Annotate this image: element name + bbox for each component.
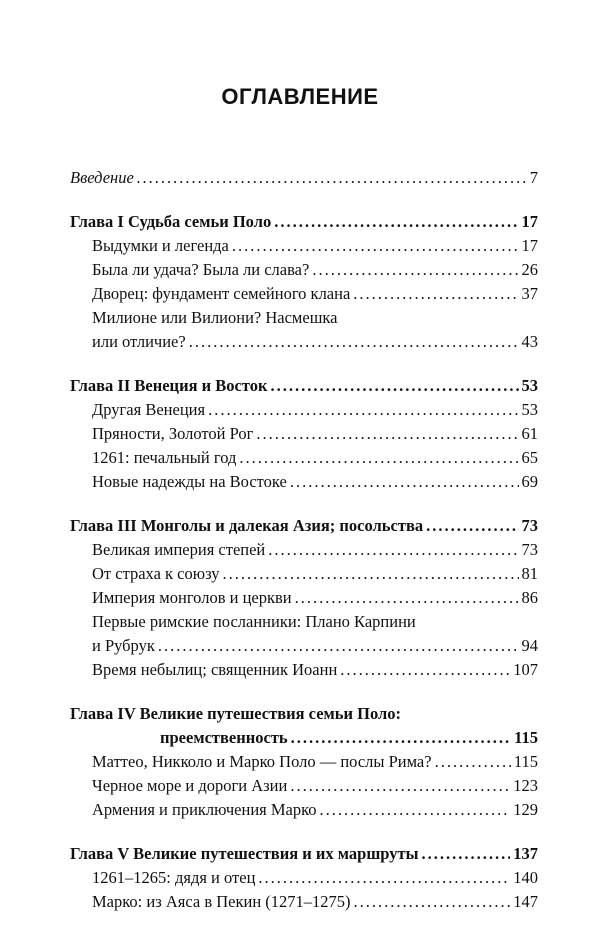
entry-title: Маттео, Никколо и Марко Поло — послы Рима? xyxy=(92,752,432,771)
leader-dots xyxy=(268,538,518,562)
leader-dots xyxy=(189,330,519,354)
entry-title-continued: или отличие? xyxy=(92,332,186,351)
toc-entry xyxy=(92,562,538,586)
chapter-page-number: 137 xyxy=(513,844,538,863)
leader-dots xyxy=(137,166,527,190)
leader-dots xyxy=(256,422,518,446)
leader-dots xyxy=(312,258,518,282)
toc-entry xyxy=(92,234,538,258)
toc-entry xyxy=(92,750,538,774)
toc-chapter-3 xyxy=(70,514,538,538)
entry-page-number: 123 xyxy=(513,776,538,795)
toc-entry xyxy=(92,586,538,610)
leader-dots xyxy=(295,586,519,610)
leader-dots xyxy=(208,398,518,422)
entry-title: От страха к союзу xyxy=(92,564,220,583)
toc-entry xyxy=(92,774,538,798)
chapter-title: Глава III Монголы и далекая Азия; посольства xyxy=(70,516,424,535)
toc-chapter-4-line1 xyxy=(70,702,538,726)
entry-page-number: 129 xyxy=(513,800,538,819)
leader-dots xyxy=(223,562,519,586)
entry-title: Черное море и дороги Азии xyxy=(92,776,288,795)
entry-page-number: 147 xyxy=(513,892,538,911)
entry-title: Была ли удача? Была ли слава? xyxy=(92,260,310,279)
entry-title: Новые надежды на Востоке xyxy=(92,472,287,491)
entry-title: 1261–1265: дядя и отец xyxy=(92,868,256,887)
entry-title: Милионе или Вилиони? Насмешка xyxy=(92,308,338,327)
entry-page-number: 73 xyxy=(521,540,538,559)
toc-entry-introduction xyxy=(70,166,538,190)
toc-entry xyxy=(92,258,538,282)
toc-entry-line2 xyxy=(92,634,538,658)
entry-title: Великая империя степей xyxy=(92,540,266,559)
entry-title: Выдумки и легенда xyxy=(92,236,229,255)
leader-dots xyxy=(274,210,518,234)
toc-entry xyxy=(92,422,538,446)
entry-page-number: 37 xyxy=(521,284,538,303)
chapter-page-number: 17 xyxy=(521,212,538,231)
leader-dots xyxy=(435,750,511,774)
entry-page-number: 94 xyxy=(521,636,538,655)
table-of-contents xyxy=(70,166,538,914)
toc-chapter-2 xyxy=(70,374,538,398)
chapter-page-number: 53 xyxy=(521,376,538,395)
entry-page-number: 43 xyxy=(521,332,538,351)
toc-entry xyxy=(92,282,538,306)
leader-dots xyxy=(270,374,518,398)
entry-title: Марко: из Аяса в Пекин (1271–1275) xyxy=(92,892,351,911)
entry-title: Первые римские посланники: Плано Карпини xyxy=(92,612,416,631)
entry-page-number: 61 xyxy=(521,424,538,443)
toc-entry-line1 xyxy=(92,610,538,634)
leader-dots xyxy=(290,774,510,798)
toc-entry xyxy=(92,658,538,682)
leader-dots xyxy=(421,842,510,866)
entry-title: Пряности, Золотой Рог xyxy=(92,424,254,443)
leader-dots xyxy=(232,234,519,258)
leader-dots xyxy=(290,470,519,494)
entry-page-number: 26 xyxy=(521,260,538,279)
leader-dots xyxy=(340,658,510,682)
leader-dots xyxy=(291,726,512,750)
entry-title: Дворец: фундамент семейного клана xyxy=(92,284,351,303)
toc-chapter-4-line2 xyxy=(160,726,538,750)
entry-title-continued: и Рубрук xyxy=(92,636,155,655)
toc-entry xyxy=(92,398,538,422)
entry-page-number: 53 xyxy=(521,400,538,419)
chapter-title: Глава IV Великие путешествия семьи Поло: xyxy=(70,704,401,723)
page-title: ОГЛАВЛЕНИЕ xyxy=(221,84,379,109)
leader-dots xyxy=(258,866,510,890)
leader-dots xyxy=(426,514,518,538)
chapter-title: Глава II Венеция и Восток xyxy=(70,376,268,395)
toc-entry xyxy=(92,798,538,822)
entry-page-number: 86 xyxy=(521,588,538,607)
toc-entry-line2 xyxy=(92,330,538,354)
entry-title: Другая Венеция xyxy=(92,400,206,419)
entry-page-number: 107 xyxy=(513,660,538,679)
entry-title: Армения и приключения Марко xyxy=(92,800,317,819)
leader-dots xyxy=(239,446,518,470)
entry-page-number: 140 xyxy=(513,868,538,887)
entry-page-number: 115 xyxy=(513,752,538,771)
chapter-title: Глава V Великие путешествия и их маршруты xyxy=(70,844,419,863)
toc-entry xyxy=(92,446,538,470)
chapter-page-number: 73 xyxy=(521,516,538,535)
leader-dots xyxy=(158,634,519,658)
toc-entry xyxy=(92,866,538,890)
entry-title: 1261: печальный год xyxy=(92,448,237,467)
toc-chapter-5 xyxy=(70,842,538,866)
entry-title: Империя монголов и церкви xyxy=(92,588,292,607)
toc-chapter-1 xyxy=(70,210,538,234)
leader-dots xyxy=(353,282,518,306)
leader-dots xyxy=(354,890,511,914)
toc-entry xyxy=(92,538,538,562)
entry-page-number: 65 xyxy=(521,448,538,467)
chapter-title-continued: преемственность xyxy=(160,728,288,747)
toc-entry xyxy=(92,470,538,494)
entry-page-number: 7 xyxy=(529,168,538,187)
entry-title: Время небылиц; священник Иоанн xyxy=(92,660,338,679)
leader-dots xyxy=(320,798,511,822)
entry-page-number: 17 xyxy=(521,236,538,255)
entry-title: Введение xyxy=(70,168,134,187)
toc-entry xyxy=(92,890,538,914)
entry-page-number: 81 xyxy=(521,564,538,583)
chapter-page-number: 115 xyxy=(514,728,538,747)
chapter-title: Глава I Судьба семьи Поло xyxy=(70,212,272,231)
toc-entry-line1 xyxy=(92,306,538,330)
entry-page-number: 69 xyxy=(521,472,538,491)
